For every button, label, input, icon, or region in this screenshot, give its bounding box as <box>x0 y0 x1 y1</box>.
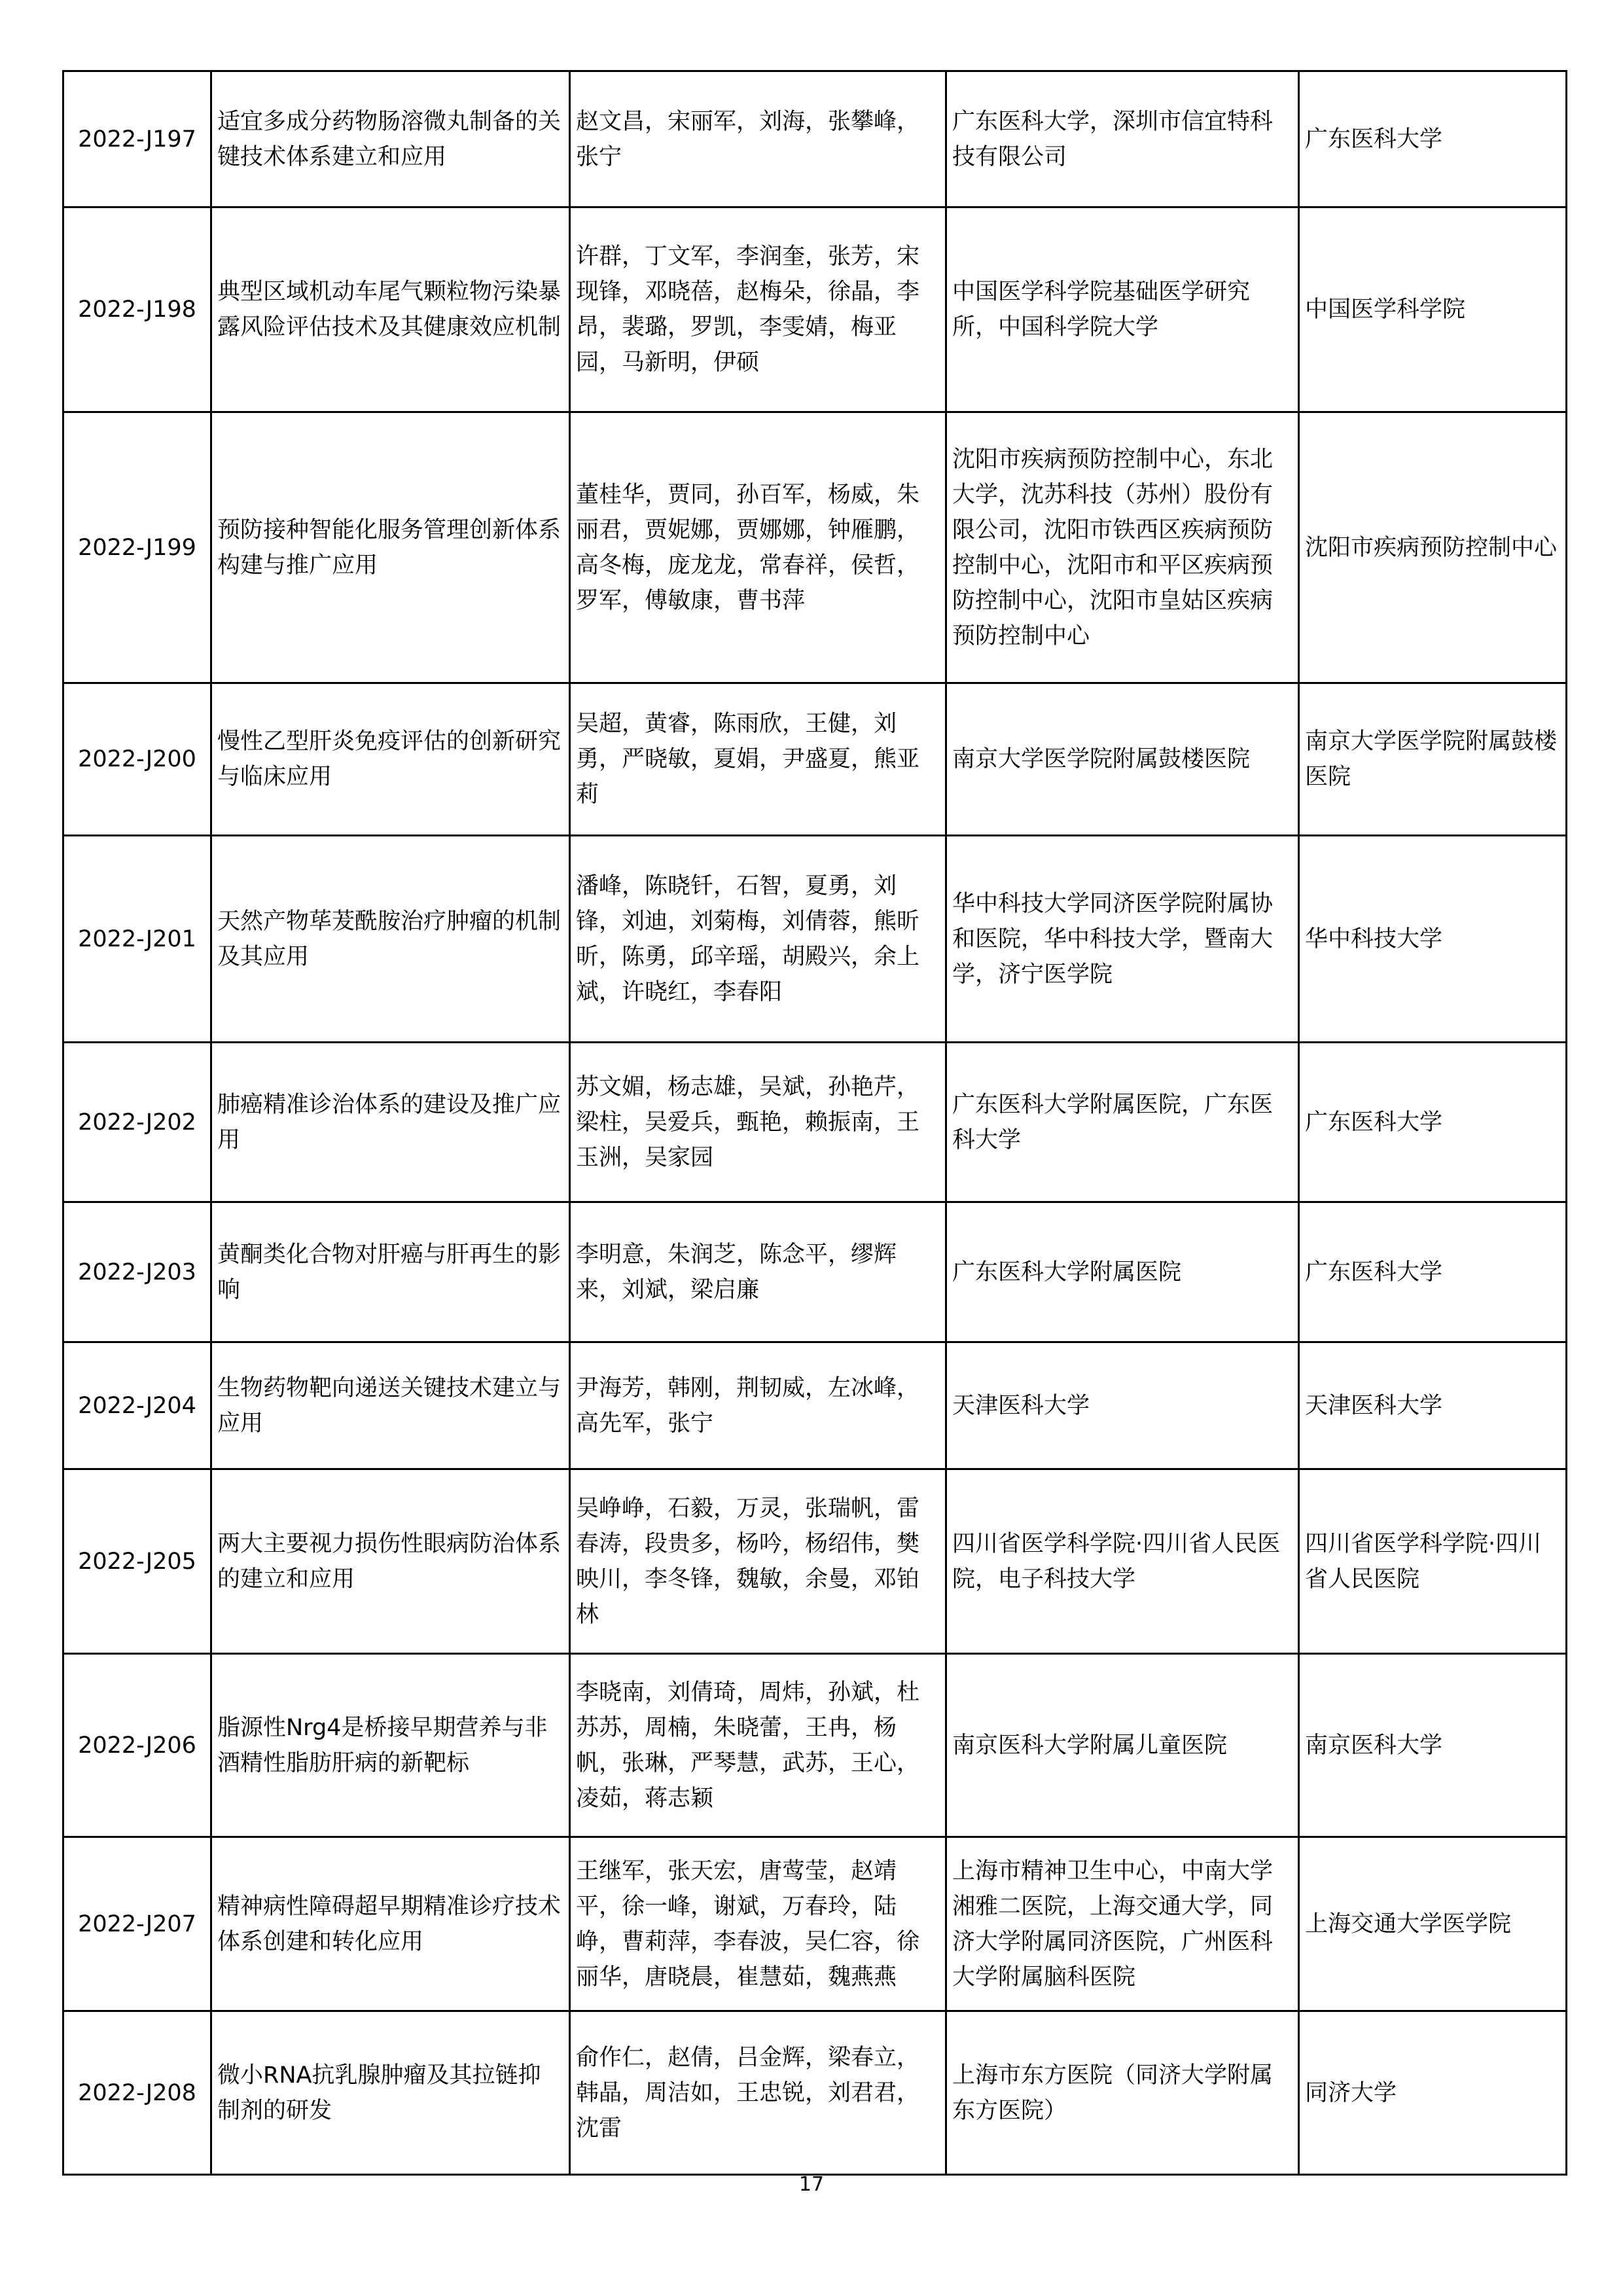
contributors: 苏文媚，杨志雄，吴斌，孙艳芹，梁柱，吴爱兵，甄艳，赖振南，王玉洲，吴家园 <box>570 1043 946 1202</box>
project-name: 肺癌精准诊治体系的建设及推广应用 <box>211 1043 570 1202</box>
project-name: 适宜多成分药物肠溶微丸制备的关键技术体系建立和应用 <box>211 71 570 207</box>
award-table <box>62 70 1567 2176</box>
contributors: 李明意，朱润芝，陈念平，缪辉来，刘斌，梁启廉 <box>570 1202 946 1342</box>
project-id: 2022-J200 <box>63 683 211 836</box>
table-row <box>63 683 1567 836</box>
project-name: 微小RNA抗乳腺肿瘤及其拉链抑制剂的研发 <box>211 2011 570 2175</box>
project-id: 2022-J201 <box>63 836 211 1043</box>
nominating-unit: 中国医学科学院 <box>1299 207 1567 412</box>
project-name: 典型区域机动车尾气颗粒物污染暴露风险评估技术及其健康效应机制 <box>211 207 570 412</box>
project-id: 2022-J199 <box>63 412 211 683</box>
completing-units: 上海市东方医院（同济大学附属东方医院） <box>946 2011 1299 2175</box>
completing-units: 四川省医学科学院·四川省人民医院，电子科技大学 <box>946 1469 1299 1654</box>
table-row <box>63 836 1567 1043</box>
contributors: 董桂华，贾同，孙百军，杨威，朱丽君，贾妮娜，贾娜娜，钟雁鹏，高冬梅，庞龙龙，常春祥，侯哲，罗军，傅敏康，曹书萍 <box>570 412 946 683</box>
nominating-unit: 四川省医学科学院·四川省人民医院 <box>1299 1469 1567 1654</box>
nominating-unit: 同济大学 <box>1299 2011 1567 2175</box>
contributors: 潘峰，陈晓钎，石智，夏勇，刘锋，刘迪，刘菊梅，刘倩蓉，熊昕昕，陈勇，邱辛瑶，胡殿兴，余上斌，许晓红，李春阳 <box>570 836 946 1043</box>
table-row <box>63 71 1567 207</box>
contributors: 许群，丁文军，李润奎，张芳，宋现锋，邓晓蓓，赵梅朵，徐晶，李昂，裴璐，罗凯，李雯婧，梅亚园，马新明，伊硕 <box>570 207 946 412</box>
nominating-unit: 广东医科大学 <box>1299 71 1567 207</box>
contributors: 王继军，张天宏，唐莺莹，赵靖平，徐一峰，谢斌，万春玲，陆峥，曹莉萍，李春波，吴仁容，徐丽华，唐晓晨，崔慧茹，魏燕燕 <box>570 1837 946 2011</box>
project-id: 2022-J207 <box>63 1837 211 2011</box>
contributors: 吴峥峥，石毅，万灵，张瑞帆，雷春涛，段贵多，杨吟，杨绍伟，樊映川，李冬锋，魏敏，余曼，邓铂林 <box>570 1469 946 1654</box>
completing-units: 广东医科大学附属医院 <box>946 1202 1299 1342</box>
completing-units: 广东医科大学附属医院，广东医科大学 <box>946 1043 1299 1202</box>
completing-units: 南京医科大学附属儿童医院 <box>946 1654 1299 1837</box>
project-name: 天然产物荜茇酰胺治疗肿瘤的机制及其应用 <box>211 836 570 1043</box>
nominating-unit: 南京大学医学院附属鼓楼医院 <box>1299 683 1567 836</box>
completing-units: 华中科技大学同济医学院附属协和医院，华中科技大学，暨南大学，济宁医学院 <box>946 836 1299 1043</box>
contributors: 俞作仁，赵倩，吕金辉，梁春立，韩晶，周洁如，王忠锐，刘君君，沈雷 <box>570 2011 946 2175</box>
project-id: 2022-J198 <box>63 207 211 412</box>
project-name: 脂源性Nrg4是桥接早期营养与非酒精性脂肪肝病的新靶标 <box>211 1654 570 1837</box>
completing-units: 沈阳市疾病预防控制中心，东北大学，沈苏科技（苏州）股份有限公司，沈阳市铁西区疾病预防控制中心，沈阳市和平区疾病预防控制中心，沈阳市皇姑区疾病预防控制中心 <box>946 412 1299 683</box>
project-id: 2022-J204 <box>63 1342 211 1469</box>
nominating-unit: 上海交通大学医学院 <box>1299 1837 1567 2011</box>
nominating-unit: 南京医科大学 <box>1299 1654 1567 1837</box>
table-row <box>63 1202 1567 1342</box>
contributors: 尹海芳，韩刚，荆韧威，左冰峰，高先军，张宁 <box>570 1342 946 1469</box>
table-row <box>63 1469 1567 1654</box>
contributors: 李晓南，刘倩琦，周炜，孙斌，杜苏苏，周楠，朱晓蕾，王冉，杨帆，张琳，严琴慧，武苏，王心，凌茹，蒋志颖 <box>570 1654 946 1837</box>
nominating-unit: 广东医科大学 <box>1299 1202 1567 1342</box>
completing-units: 南京大学医学院附属鼓楼医院 <box>946 683 1299 836</box>
table-row <box>63 1654 1567 1837</box>
project-id: 2022-J206 <box>63 1654 211 1837</box>
table-row <box>63 2011 1567 2175</box>
nominating-unit: 华中科技大学 <box>1299 836 1567 1043</box>
project-id: 2022-J202 <box>63 1043 211 1202</box>
contributors: 吴超，黄睿，陈雨欣，王健，刘勇，严晓敏，夏娟，尹盛夏，熊亚莉 <box>570 683 946 836</box>
completing-units: 广东医科大学，深圳市信宜特科技有限公司 <box>946 71 1299 207</box>
project-name: 黄酮类化合物对肝癌与肝再生的影响 <box>211 1202 570 1342</box>
project-name: 生物药物靶向递送关键技术建立与应用 <box>211 1342 570 1469</box>
nominating-unit: 广东医科大学 <box>1299 1043 1567 1202</box>
nominating-unit: 沈阳市疾病预防控制中心 <box>1299 412 1567 683</box>
completing-units: 中国医学科学院基础医学研究所，中国科学院大学 <box>946 207 1299 412</box>
completing-units: 天津医科大学 <box>946 1342 1299 1469</box>
project-name: 精神病性障碍超早期精准诊疗技术体系创建和转化应用 <box>211 1837 570 2011</box>
project-id: 2022-J197 <box>63 71 211 207</box>
table-row <box>63 1342 1567 1469</box>
project-name: 两大主要视力损伤性眼病防治体系的建立和应用 <box>211 1469 570 1654</box>
table-row <box>63 207 1567 412</box>
completing-units: 上海市精神卫生中心，中南大学湘雅二医院，上海交通大学，同济大学附属同济医院，广州医科大学附属脑科医院 <box>946 1837 1299 2011</box>
nominating-unit: 天津医科大学 <box>1299 1342 1567 1469</box>
project-name: 慢性乙型肝炎免疫评估的创新研究与临床应用 <box>211 683 570 836</box>
table-row <box>63 412 1567 683</box>
project-id: 2022-J203 <box>63 1202 211 1342</box>
table-row <box>63 1837 1567 2011</box>
table-row <box>63 1043 1567 1202</box>
project-id: 2022-J208 <box>63 2011 211 2175</box>
project-id: 2022-J205 <box>63 1469 211 1654</box>
page-number: 17 <box>798 2173 825 2196</box>
project-name: 预防接种智能化服务管理创新体系构建与推广应用 <box>211 412 570 683</box>
contributors: 赵文昌，宋丽军，刘海，张攀峰，张宁 <box>570 71 946 207</box>
